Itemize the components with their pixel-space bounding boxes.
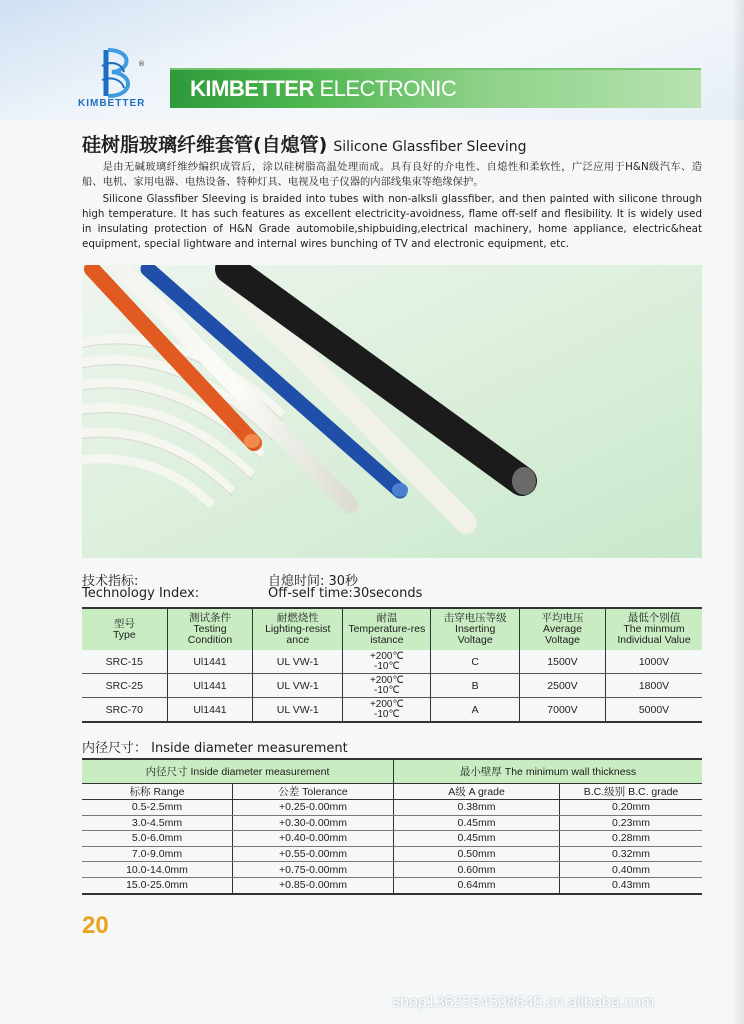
cell-min: 1000V [606, 650, 703, 674]
cell-grade: C [431, 650, 520, 674]
watermark [380, 988, 744, 1024]
table-row [82, 862, 702, 878]
cell-type: SRC-15 [82, 650, 167, 674]
cell-tolerance: +0.40-0.00mm [233, 831, 394, 847]
header-average-voltage: 平均电压 Average Voltage [519, 608, 605, 650]
cell-tolerance: +0.55-0.00mm [233, 846, 394, 862]
logo-text: KIMBETTER [78, 98, 146, 109]
cell-a-grade: 0.50mm [394, 846, 560, 862]
cell-lighting: UL VW-1 [253, 674, 343, 698]
subheader-bc-grade: B.C.级别 B.C. grade [560, 784, 703, 800]
cell-bc-grade: 0.32mm [560, 846, 703, 862]
cell-min: 5000V [606, 698, 703, 723]
cell-test: Ul1441 [167, 650, 253, 674]
table-row [82, 877, 702, 893]
page-edge-shadow [732, 0, 744, 1024]
cell-range: 5.0-6.0mm [82, 831, 233, 847]
cell-avg: 1500V [519, 650, 605, 674]
table-row [82, 846, 702, 862]
header-wall-thickness: 最小壁厚 The minimum wall thickness [394, 759, 703, 784]
table-subheader-row [82, 784, 702, 800]
table-header-row [82, 608, 702, 650]
header-min-value: 最低个别值 The minmum Individual Value [606, 608, 703, 650]
table-header-row [82, 759, 702, 784]
subheader-a-grade: A级 A grade [394, 784, 560, 800]
cell-min: 1800V [606, 674, 703, 698]
cell-grade: B [431, 674, 520, 698]
banner-title [190, 76, 456, 102]
table-row [82, 800, 702, 816]
page-number: 20 [82, 912, 109, 939]
header-lighting: 耐燃烧性 Lighting-resistance [253, 608, 343, 650]
cell-bc-grade: 0.28mm [560, 831, 703, 847]
cell-a-grade: 0.60mm [394, 862, 560, 878]
cell-test: Ul1441 [167, 674, 253, 698]
product-photo [82, 265, 702, 558]
inside-diameter-label: 内径尺寸： Inside diameter measurement [82, 741, 348, 756]
table-row [82, 815, 702, 831]
cell-lighting: UL VW-1 [253, 698, 343, 723]
table-row [82, 698, 702, 723]
table-row [82, 650, 702, 674]
subheader-range: 标称 Range [82, 784, 233, 800]
cell-range: 15.0-25.0mm [82, 877, 233, 893]
cell-bc-grade: 0.23mm [560, 815, 703, 831]
cell-tolerance: +0.85-0.00mm [233, 877, 394, 893]
cell-range: 10.0-14.0mm [82, 862, 233, 878]
subheader-tolerance: 公差 Tolerance [233, 784, 394, 800]
tech-index-label-cn: 技术指标: [82, 574, 139, 589]
header-temperature: 耐温 Temperature-resistance [343, 608, 431, 650]
cell-avg: 7000V [519, 698, 605, 723]
cell-avg: 2500V [519, 674, 605, 698]
offself-time-cn: 自熄时间: 30秒 [268, 574, 359, 589]
technology-index-table [82, 607, 702, 723]
brand-banner [170, 68, 701, 108]
cell-tolerance: +0.25-0.00mm [233, 800, 394, 816]
header-type: 型号 Type [82, 608, 167, 650]
page-title [82, 130, 527, 157]
description-cn: 是由无碱玻璃纤维纱编织成管后，涂以硅树脂高温处理而成。具有良好的介电性、自熄性和柔软性，广泛应用于H&N级汽车、造船、电机、家用电器、电热设备、特种灯具、电视及电子仪器的内部线集束等绝缘保护。 [82, 161, 702, 188]
cell-bc-grade: 0.43mm [560, 877, 703, 893]
cell-a-grade: 0.45mm [394, 831, 560, 847]
cell-a-grade: 0.38mm [394, 800, 560, 816]
inside-diameter-table [82, 758, 702, 895]
cell-bc-grade: 0.20mm [560, 800, 703, 816]
offself-time-en: Off-self time:30seconds [268, 586, 423, 601]
banner-title-bold: KIMBETTER [190, 76, 314, 101]
cell-range: 7.0-9.0mm [82, 846, 233, 862]
header-inserting-voltage: 击穿电压等级 Inserting Voltage [431, 608, 520, 650]
cell-a-grade: 0.45mm [394, 815, 560, 831]
table-row [82, 674, 702, 698]
header-testing: 测试条件 Testing Condition [167, 608, 253, 650]
title-cn: 硅树脂玻璃纤维套管(自熄管) [82, 134, 328, 156]
tech-index-label-en: Technology Index: [82, 586, 200, 601]
registered-mark: ® [138, 60, 145, 68]
cell-bc-grade: 0.40mm [560, 862, 703, 878]
cell-type: SRC-70 [82, 698, 167, 723]
title-en: Silicone Glassfiber Sleeving [333, 139, 527, 155]
table-row [82, 831, 702, 847]
description-en: Silicone Glassfiber Sleeving is braided into tubes with non-alksli glassfiber, and then painted with silicone through high temperature. It has such features as excellent electricity-avoidness, flame off-self and flesibility. It is widely used in insulating protection of H&N Grade automobile,shipbuiding,electrical machinery, home appliance, electric&heat equipment, special lightware and internal wires bunching of TV and electronic equipment, etc. [82, 193, 702, 250]
cell-test: Ul1441 [167, 698, 253, 723]
cell-lighting: UL VW-1 [253, 650, 343, 674]
cell-a-grade: 0.64mm [394, 877, 560, 893]
cell-range: 3.0-4.5mm [82, 815, 233, 831]
cell-grade: A [431, 698, 520, 723]
cell-tolerance: +0.75-0.00mm [233, 862, 394, 878]
cell-temperature: +200℃ -10℃ [343, 650, 431, 674]
watermark-text: shop1362554508640.cn.alibaba.com [392, 994, 655, 1011]
kimbetter-logo-icon [98, 46, 142, 100]
cell-range: 0.5-2.5mm [82, 800, 233, 816]
cell-temperature: +200℃ -10℃ [343, 698, 431, 723]
banner-title-light: ELECTRONIC [313, 76, 457, 101]
header-inside-diameter: 内径尺寸 Inside diameter measurement [82, 759, 394, 784]
cell-type: SRC-25 [82, 674, 167, 698]
cell-tolerance: +0.30-0.00mm [233, 815, 394, 831]
cell-temperature: +200℃ -10℃ [343, 674, 431, 698]
